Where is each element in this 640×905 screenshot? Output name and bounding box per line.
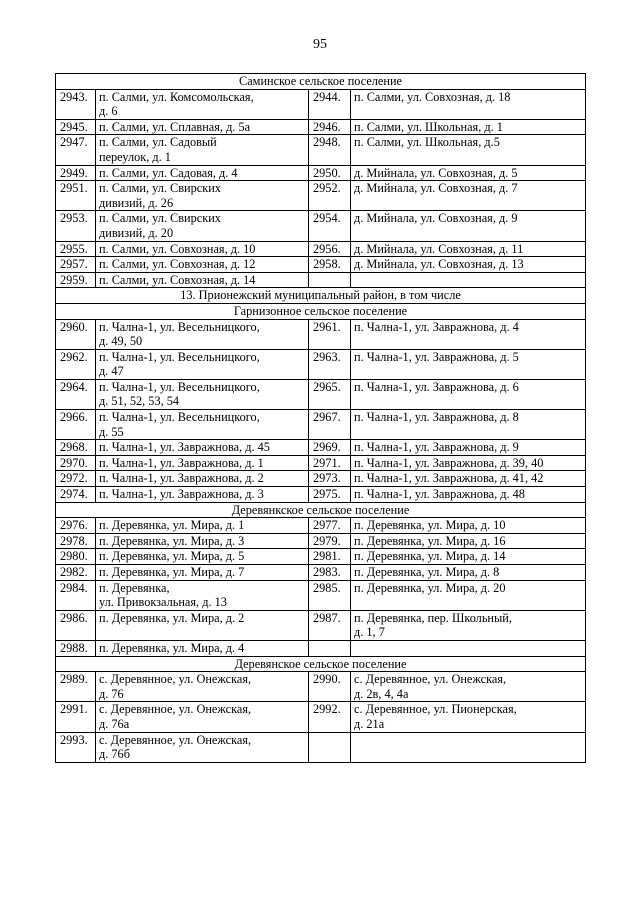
entry-number [309, 640, 351, 656]
entry-number: 2948. [309, 135, 351, 165]
section-title: 13. Прионежский муниципальный район, в том числе [56, 288, 586, 304]
entry-address: п. Салми, ул. Совхозная, д. 18 [351, 89, 586, 119]
entry-number: 2987. [309, 610, 351, 640]
entry-number: 2976. [56, 518, 96, 534]
entry-number: 2983. [309, 565, 351, 581]
entry-number: 2993. [56, 732, 96, 762]
table-row [56, 549, 586, 565]
entry-address: п. Салми, ул. Школьная, д.5 [351, 135, 586, 165]
entry-number: 2955. [56, 241, 96, 257]
entry-number: 2991. [56, 702, 96, 732]
table-row [56, 440, 586, 456]
entry-number: 2984. [56, 580, 96, 610]
entry-number: 2960. [56, 319, 96, 349]
entry-address: п. Чална-1, ул. Весельницкого, д. 49, 50 [96, 319, 309, 349]
entry-address: п. Чална-1, ул. Весельницкого, д. 51, 52, 53, 54 [96, 379, 309, 409]
entry-number [309, 732, 351, 762]
section-header-row [56, 502, 586, 518]
entry-number: 2986. [56, 610, 96, 640]
entry-address: п. Салми, ул. Комсомольская, д. 6 [96, 89, 309, 119]
entry-number: 2966. [56, 410, 96, 440]
entry-number: 2974. [56, 487, 96, 503]
entry-number: 2969. [309, 440, 351, 456]
entry-number: 2961. [309, 319, 351, 349]
entry-address: с. Деревянное, ул. Онежская, д. 76 [96, 672, 309, 702]
entry-address: п. Деревянка, ул. Мира, д. 14 [351, 549, 586, 565]
entry-number: 2946. [309, 119, 351, 135]
table-row [56, 319, 586, 349]
entry-number: 2982. [56, 565, 96, 581]
entry-address: п. Деревянка, ул. Мира, д. 4 [96, 640, 309, 656]
entry-address: п. Салми, ул. Садовый переулок, д. 1 [96, 135, 309, 165]
entry-address: п. Чална-1, ул. Завражнова, д. 48 [351, 487, 586, 503]
section-header-row [56, 656, 586, 672]
entry-number [309, 272, 351, 288]
entry-address: с. Деревянное, ул. Онежская, д. 2в, 4, 4а [351, 672, 586, 702]
table-row [56, 119, 586, 135]
section-header-row [56, 74, 586, 90]
entry-number: 2952. [309, 181, 351, 211]
entry-address: с. Деревянное, ул. Онежская, д. 76б [96, 732, 309, 762]
entry-number: 2968. [56, 440, 96, 456]
table-row [56, 487, 586, 503]
entry-number: 2992. [309, 702, 351, 732]
entry-number: 2964. [56, 379, 96, 409]
table-row [56, 518, 586, 534]
address-table [55, 73, 586, 763]
section-title: Деревянское сельское поселение [56, 656, 586, 672]
entry-number: 2975. [309, 487, 351, 503]
table-row [56, 533, 586, 549]
table-row [56, 610, 586, 640]
entry-number: 2971. [309, 455, 351, 471]
section-title: Деревянкское сельское поселение [56, 502, 586, 518]
entry-address: п. Чална-1, ул. Завражнова, д. 4 [351, 319, 586, 349]
entry-address: п. Чална-1, ул. Завражнова, д. 3 [96, 487, 309, 503]
entry-address: п. Чална-1, ул. Завражнова, д. 5 [351, 349, 586, 379]
entry-number: 2977. [309, 518, 351, 534]
entry-address: п. Салми, ул. Школьная, д. 1 [351, 119, 586, 135]
table-row [56, 410, 586, 440]
entry-address: п. Деревянка, ул. Мира, д. 16 [351, 533, 586, 549]
entry-address: п. Деревянка, ул. Мира, д. 20 [351, 580, 586, 610]
entry-number: 2943. [56, 89, 96, 119]
entry-address: п. Салми, ул. Садовая, д. 4 [96, 165, 309, 181]
entry-address: п. Чална-1, ул. Завражнова, д. 2 [96, 471, 309, 487]
table-row [56, 211, 586, 241]
entry-address: п. Чална-1, ул. Завражнова, д. 1 [96, 455, 309, 471]
entry-address: п. Чална-1, ул. Весельницкого, д. 47 [96, 349, 309, 379]
entry-address: п. Деревянка, ул. Мира, д. 7 [96, 565, 309, 581]
table-row [56, 471, 586, 487]
entry-address: д. Мийнала, ул. Совхозная, д. 13 [351, 257, 586, 273]
entry-address: д. Мийнала, ул. Совхозная, д. 9 [351, 211, 586, 241]
address-table-body [56, 74, 586, 763]
entry-address: п. Деревянка, пер. Школьный, д. 1, 7 [351, 610, 586, 640]
table-row [56, 580, 586, 610]
entry-address: д. Мийнала, ул. Совхозная, д. 5 [351, 165, 586, 181]
entry-address [351, 640, 586, 656]
entry-address: п. Чална-1, ул. Завражнова, д. 39, 40 [351, 455, 586, 471]
entry-number: 2953. [56, 211, 96, 241]
entry-number: 2989. [56, 672, 96, 702]
entry-address: п. Деревянка, ул. Мира, д. 10 [351, 518, 586, 534]
entry-number: 2985. [309, 580, 351, 610]
table-row [56, 241, 586, 257]
entry-address: п. Деревянка, ул. Мира, д. 3 [96, 533, 309, 549]
page-number: 95 [313, 37, 327, 52]
table-row [56, 455, 586, 471]
table-row [56, 732, 586, 762]
entry-address: п. Чална-1, ул. Завражнова, д. 6 [351, 379, 586, 409]
entry-number: 2954. [309, 211, 351, 241]
entry-address: п. Деревянка, ул. Мира, д. 5 [96, 549, 309, 565]
entry-number: 2965. [309, 379, 351, 409]
entry-address: д. Мийнала, ул. Совхозная, д. 7 [351, 181, 586, 211]
entry-address: п. Салми, ул. Совхозная, д. 10 [96, 241, 309, 257]
table-row [56, 272, 586, 288]
section-title: Саминское сельское поселение [56, 74, 586, 90]
table-row [56, 181, 586, 211]
entry-address: п. Деревянка, ул. Мира, д. 1 [96, 518, 309, 534]
entry-number: 2959. [56, 272, 96, 288]
entry-number: 2980. [56, 549, 96, 565]
entry-number: 2950. [309, 165, 351, 181]
entry-address: с. Деревянное, ул. Пионерская, д. 21а [351, 702, 586, 732]
entry-number: 2957. [56, 257, 96, 273]
entry-address [351, 272, 586, 288]
section-header-row [56, 288, 586, 304]
table-row [56, 135, 586, 165]
table-row [56, 379, 586, 409]
entry-address: п. Чална-1, ул. Весельницкого, д. 55 [96, 410, 309, 440]
entry-number: 2988. [56, 640, 96, 656]
table-row [56, 702, 586, 732]
entry-number: 2951. [56, 181, 96, 211]
entry-number: 2958. [309, 257, 351, 273]
entry-address: п. Салми, ул. Сплавная, д. 5а [96, 119, 309, 135]
entry-number: 2945. [56, 119, 96, 135]
entry-number: 2967. [309, 410, 351, 440]
entry-number: 2990. [309, 672, 351, 702]
table-row [56, 349, 586, 379]
table-row [56, 640, 586, 656]
table-row [56, 165, 586, 181]
table-row [56, 672, 586, 702]
section-title: Гарнизонное сельское поселение [56, 303, 586, 319]
entry-address: п. Салми, ул. Свирских дивизий, д. 20 [96, 211, 309, 241]
entry-number: 2944. [309, 89, 351, 119]
entry-number: 2970. [56, 455, 96, 471]
entry-address: п. Чална-1, ул. Завражнова, д. 45 [96, 440, 309, 456]
entry-number: 2949. [56, 165, 96, 181]
entry-address: с. Деревянное, ул. Онежская, д. 76а [96, 702, 309, 732]
entry-address: п. Деревянка, ул. Мира, д. 8 [351, 565, 586, 581]
table-row [56, 565, 586, 581]
entry-number: 2963. [309, 349, 351, 379]
section-header-row [56, 303, 586, 319]
entry-number: 2981. [309, 549, 351, 565]
entry-address: п. Салми, ул. Свирских дивизий, д. 26 [96, 181, 309, 211]
entry-address: п. Деревянка, ул. Мира, д. 2 [96, 610, 309, 640]
table-row [56, 89, 586, 119]
entry-number: 2962. [56, 349, 96, 379]
entry-address: п. Деревянка, ул. Привокзальная, д. 13 [96, 580, 309, 610]
entry-number: 2947. [56, 135, 96, 165]
entry-address: п. Чална-1, ул. Завражнова, д. 9 [351, 440, 586, 456]
entry-number: 2956. [309, 241, 351, 257]
entry-address: п. Салми, ул. Совхозная, д. 14 [96, 272, 309, 288]
entry-number: 2979. [309, 533, 351, 549]
table-row [56, 257, 586, 273]
entry-address: п. Чална-1, ул. Завражнова, д. 41, 42 [351, 471, 586, 487]
entry-address: п. Салми, ул. Совхозная, д. 12 [96, 257, 309, 273]
entry-address: д. Мийнала, ул. Совхозная, д. 11 [351, 241, 586, 257]
entry-number: 2973. [309, 471, 351, 487]
entry-number: 2972. [56, 471, 96, 487]
entry-number: 2978. [56, 533, 96, 549]
entry-address [351, 732, 586, 762]
entry-address: п. Чална-1, ул. Завражнова, д. 8 [351, 410, 586, 440]
